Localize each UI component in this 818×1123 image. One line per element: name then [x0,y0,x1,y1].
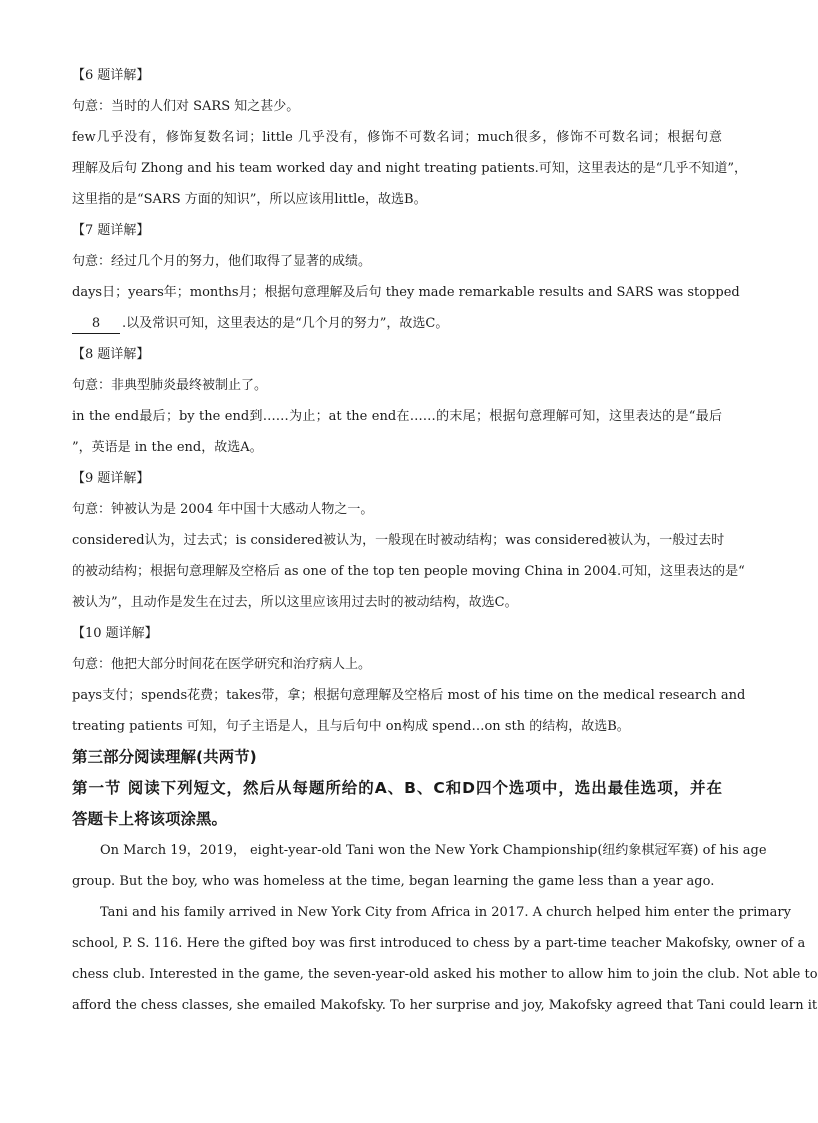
passage-line-4: school, P. S. 116. Here the gifted boy was first introduced to chess by a part-time teacher Makofsky, owner of a [72,936,806,951]
question-6-meaning: 句意：当时的人们对 SARS 知之甚少。 [72,99,300,114]
passage-line-2: group. But the boy, who was homeless at the time, began learning the game less than a year ago. [72,874,715,889]
passage-line-5: chess club. Interested in the game, the seven-year-old asked his mother to allow him to join the club. Not able to [72,967,818,982]
section-one-instruction-line-2: 答题卡上将该项涂黑。 [72,810,228,828]
question-6-explanation-line-2: 理解及后句 Zhong and his team worked day and night treating patients.可知，这里表达的是“几乎不知道”， [72,161,748,176]
answer-blank [72,315,120,334]
question-8-explanation-line-1: in the end最后；by the end到……为止；at the end在……的末尾；根据句意理解可知，这里表达的是“最后 [72,409,722,424]
question-7-explanation-line-1: days日；years年；months月；根据句意理解及后句 they made remarkable results and SARS was stopped [72,285,740,300]
section-one-instruction-line-1: 第一节 阅读下列短文，然后从每题所给的A、B、C和D四个选项中，选出最佳选项，并在 [72,779,722,797]
question-10-heading: 【10 题详解】 [72,626,158,641]
question-9-explanation-line-1: considered认为，过去式；is considered被认为，一般现在时被动结构；was considered被认为，一般过去时 [72,533,725,548]
question-10-explanation-line-2: treating patients 可知，句子主语是人，且与后句中 on构成 spend…on sth 的结构，故选B。 [72,719,630,734]
part-three-title: 第三部分阅读理解(共两节) [72,748,257,766]
question-8-meaning: 句意：非典型肺炎最终被制止了。 [72,378,268,393]
question-8-explanation-line-2: ”，英语是 in the end，故选A。 [72,440,263,455]
passage-line-3: Tani and his family arrived in New York City from Africa in 2017. A church helped him enter the primary [100,905,791,920]
question-8-heading: 【8 题详解】 [72,347,150,362]
question-9-meaning: 句意：钟被认为是 2004 年中国十大感动人物之一。 [72,502,374,517]
blank-line-rest: .以及常识可知，这里表达的是“几个月的努力”，故选C。 [122,316,449,331]
document-page [72,60,818,1021]
question-7-explanation-line-2 [72,308,722,339]
blank-number: 8 [91,316,101,331]
question-10-meaning: 句意：他把大部分时间花在医学研究和治疗病人上。 [72,657,372,672]
question-6-heading: 【6 题详解】 [72,68,150,83]
question-6-explanation-line-1: few几乎没有，修饰复数名词；little 几乎没有，修饰不可数名词；much很多，修饰不可数名词；根据句意 [72,130,722,145]
question-6-explanation-line-3: 这里指的是“SARS 方面的知识”，所以应该用little，故选B。 [72,192,427,207]
passage-line-6: afford the chess classes, she emailed Makofsky. To her surprise and joy, Makofsky agreed that Tani could learn it [72,998,818,1013]
question-10-explanation-line-1: pays支付；spends花费；takes带，拿；根据句意理解及空格后 most of his time on the medical research and [72,688,746,703]
passage-line-1: On March 19，2019， eight-year-old Tani won the New York Championship(纽约象棋冠军赛) of his age [100,843,767,858]
question-9-explanation-line-2: 的被动结构；根据句意理解及空格后 as one of the top ten people moving China in 2004.可知，这里表达的是“ [72,564,745,579]
question-7-heading: 【7 题详解】 [72,223,150,238]
question-9-heading: 【9 题详解】 [72,471,150,486]
question-9-explanation-line-3: 被认为”，且动作是发生在过去，所以这里应该用过去时的被动结构，故选C。 [72,595,518,610]
question-7-meaning: 句意：经过几个月的努力，他们取得了显著的成绩。 [72,254,372,269]
